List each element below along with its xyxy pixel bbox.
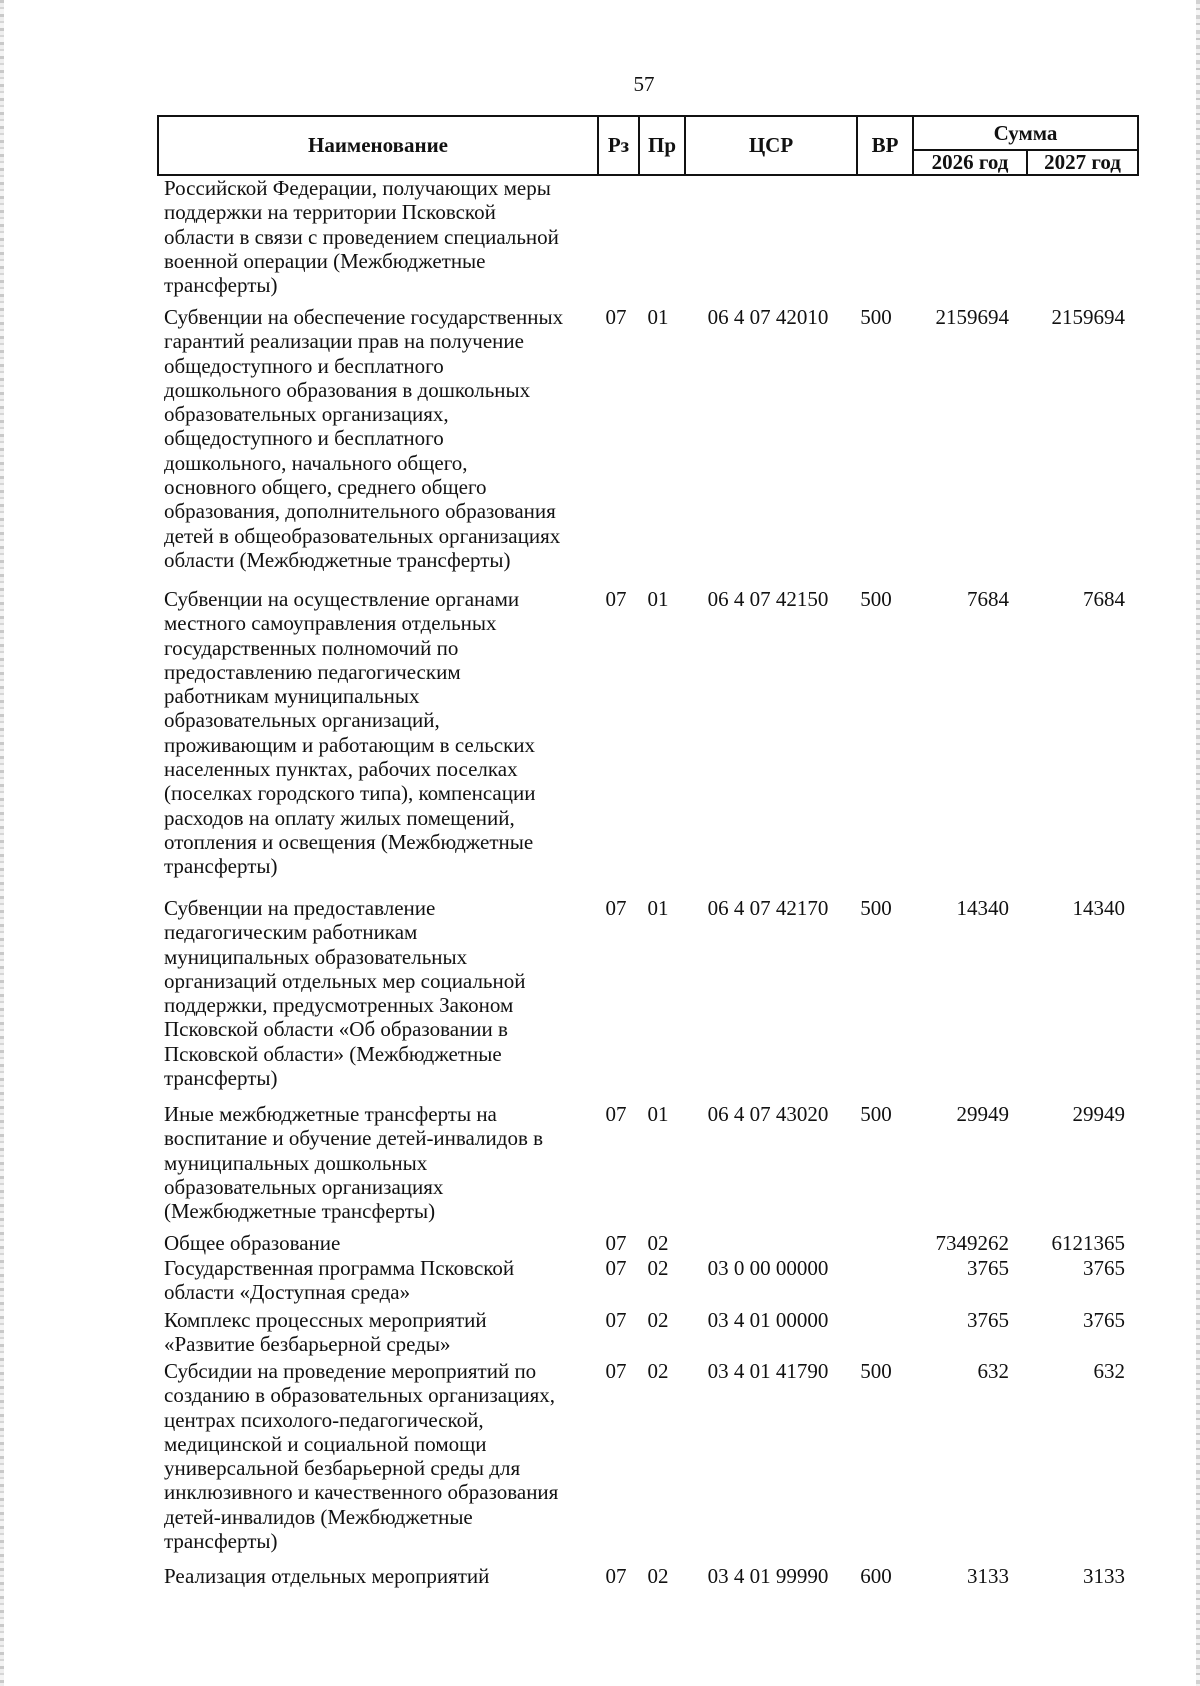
header-name: Наименование bbox=[308, 133, 448, 157]
row-pr: 01 bbox=[647, 1102, 669, 1126]
row-name: Иные межбюджетные трансферты на воспитание и обучение детей-инвалидов в муниципальных дошкольных образовательных организациях (Межбюджетные трансферты) bbox=[164, 1102, 544, 1224]
row-csr: 06 4 07 43020 bbox=[707, 1102, 829, 1126]
row-rz: 07 bbox=[605, 587, 627, 611]
row-sum-2027: 632 bbox=[1093, 1359, 1125, 1383]
row-name: Российской Федерации, получающих меры поддержки на территории Псковской области в связи с проведением специальной военной операции (Межбюджетные трансферты) bbox=[164, 176, 559, 298]
row-sum-2027: 3765 bbox=[1083, 1256, 1125, 1280]
row-sum-2026: 3133 bbox=[967, 1564, 1009, 1588]
page-number: 57 bbox=[633, 72, 655, 96]
row-sum-2026: 3765 bbox=[967, 1308, 1009, 1332]
row-vr: 500 bbox=[860, 1359, 892, 1383]
header-csr: ЦСР bbox=[748, 133, 794, 157]
row-rz: 07 bbox=[605, 1564, 627, 1588]
row-rz: 07 bbox=[605, 1231, 627, 1255]
row-rz: 07 bbox=[605, 1359, 627, 1383]
row-pr: 01 bbox=[647, 587, 669, 611]
row-vr: 600 bbox=[860, 1564, 892, 1588]
row-csr: 03 4 01 41790 bbox=[707, 1359, 829, 1383]
scan-edge-right bbox=[1196, 0, 1200, 1686]
row-rz: 07 bbox=[605, 1102, 627, 1126]
row-sum-2026: 3765 bbox=[967, 1256, 1009, 1280]
row-name: Государственная программа Псковской области «Доступная среда» bbox=[164, 1256, 515, 1305]
row-pr: 02 bbox=[647, 1231, 669, 1255]
row-rz: 07 bbox=[605, 896, 627, 920]
header-right-border bbox=[1137, 115, 1139, 176]
row-sum-2026: 2159694 bbox=[935, 305, 1009, 329]
header-year-2027: 2027 год bbox=[1044, 150, 1121, 174]
row-name: Субвенции на предоставление педагогическим работникам муниципальных образовательных организаций отдельных мер социальной поддержки, предусмотренных Законом Псковской области «Об образовании в Псковской области» (Межбюджетные трансферты) bbox=[164, 896, 526, 1091]
row-pr: 01 bbox=[647, 305, 669, 329]
row-sum-2027: 29949 bbox=[1072, 1102, 1125, 1126]
row-pr: 01 bbox=[647, 896, 669, 920]
row-sum-2026: 7349262 bbox=[935, 1231, 1009, 1255]
row-sum-2027: 6121365 bbox=[1051, 1231, 1125, 1255]
row-name: Общее образование bbox=[164, 1231, 341, 1255]
row-sum-2026: 29949 bbox=[956, 1102, 1009, 1126]
row-sum-2027: 14340 bbox=[1072, 896, 1125, 920]
row-csr: 06 4 07 42010 bbox=[707, 305, 829, 329]
row-rz: 07 bbox=[605, 1256, 627, 1280]
row-sum-2026: 7684 bbox=[967, 587, 1009, 611]
row-name: Субвенции на осуществление органами местного самоуправления отдельных государственных полномочий по предоставлению педагогическим работникам муниципальных образовательных организаций, проживающим и работающим в сельских населенных пунктах, рабочих поселках (поселках городского типа), компенсации расходов на оплату жилых помещений, отопления и освещения (Межбюджетные трансферты) bbox=[164, 587, 536, 879]
row-csr: 06 4 07 42170 bbox=[707, 896, 829, 920]
row-sum-2027: 2159694 bbox=[1051, 305, 1125, 329]
header-year-2026: 2026 год bbox=[931, 150, 1009, 174]
row-rz: 07 bbox=[605, 1308, 627, 1332]
row-pr: 02 bbox=[647, 1256, 669, 1280]
row-name: Реализация отдельных мероприятий bbox=[164, 1564, 490, 1588]
row-sum-2027: 7684 bbox=[1083, 587, 1125, 611]
row-vr: 500 bbox=[860, 896, 892, 920]
row-name: Комплекс процессных мероприятий «Развитие безбарьерной среды» bbox=[164, 1308, 487, 1357]
header-rz: Рз bbox=[607, 133, 630, 157]
row-csr: 06 4 07 42150 bbox=[707, 587, 829, 611]
row-vr: 500 bbox=[860, 305, 892, 329]
row-sum-2027: 3765 bbox=[1083, 1308, 1125, 1332]
row-sum-2026: 14340 bbox=[956, 896, 1009, 920]
row-vr: 500 bbox=[860, 1102, 892, 1126]
row-sum-2026: 632 bbox=[977, 1359, 1009, 1383]
row-name: Субсидии на проведение мероприятий по созданию в образовательных организациях, центрах психолого-педагогической, медицинской и социальной помощи универсальной безбарьерной среды для инклюзивного и качественного образования детей-инвалидов (Межбюджетные трансферты) bbox=[164, 1359, 559, 1554]
row-name: Субвенции на обеспечение государственных гарантий реализации прав на получение общедоступного и бесплатного дошкольного образования в дошкольных образовательных организациях, общедоступного и бесплатного дошкольного, начального общего, основного общего, среднего общего образования, дополнительного образования детей в общеобразовательных организациях области (Межбюджетные трансферты) bbox=[164, 305, 564, 572]
row-sum-2027: 3133 bbox=[1083, 1564, 1125, 1588]
row-pr: 02 bbox=[647, 1564, 669, 1588]
header-sum: Сумма bbox=[993, 120, 1058, 145]
row-rz: 07 bbox=[605, 305, 627, 329]
row-csr: 03 4 01 99990 bbox=[707, 1564, 829, 1588]
row-vr: 500 bbox=[860, 587, 892, 611]
row-pr: 02 bbox=[647, 1359, 669, 1383]
scan-edge-left bbox=[0, 0, 4, 1686]
row-csr: 03 0 00 00000 bbox=[707, 1256, 829, 1280]
row-pr: 02 bbox=[647, 1308, 669, 1332]
header-vr: ВР bbox=[871, 133, 899, 157]
header-pr: Пр bbox=[647, 133, 676, 157]
row-csr: 03 4 01 00000 bbox=[707, 1308, 829, 1332]
